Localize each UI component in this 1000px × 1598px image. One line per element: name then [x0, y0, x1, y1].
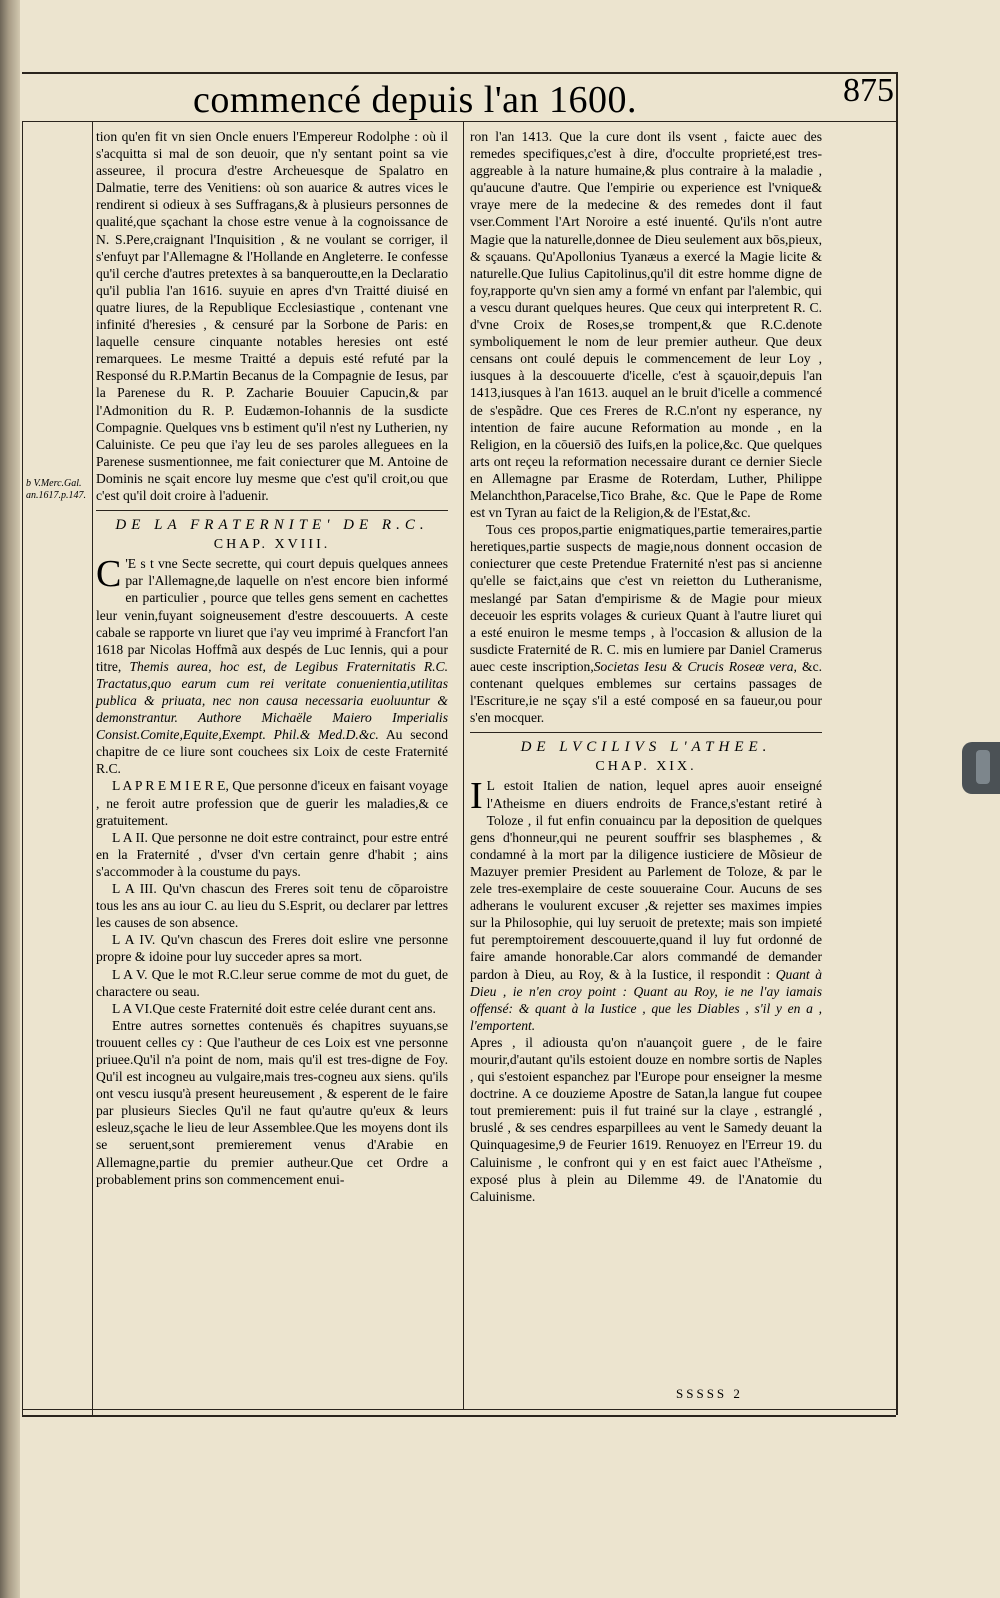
- paragraph-text: 'E s t vne Secte secrette, qui court depuis quelques annees par l'Allemagne,de laquelle on n'est encore bien informé en particulier , pource que telles gens sement en cachettes leur venin,fuyant soigneusement d'estre descouuerts. A ceste cabale se rapporte vn liuret que i'ay veu imprimé à Francfort l'an 1618 par Nicolas Hoffmã aux despés de Luc Iennis, qui a pour titre,: [96, 556, 448, 674]
- paragraph: [96, 555, 448, 777]
- section-title: DE LA FRATERNITE' DE R.C.: [115, 517, 429, 534]
- paragraph: Apres , il adiousta qu'on n'auançoit guere , de le faire mourir,d'autant qu'ils estoient douze en nombre sortis de Naples , qui s'estoient espanchez par l'Europe pour enseigner la mesme doctrine. A ce douzieme Apostre de Satan,la langue fut coupee tout premierement: puis il fut trainé sur la claye , estranglé , bruslé , & ses cendres esparpillees au vent le Samedy deuant la Quinquagesime,9 de Feurier 1619. Renuoyez en l'Erreur 19. du Caluinisme , le confront qui y en est faict auec l'Atheïsme , exposé plus à plein au Dilemme 49. de l'Anatomie du Caluinisme.: [470, 1034, 822, 1204]
- drop-capital: I: [470, 775, 483, 818]
- paragraph-text: &c. contenant quelques emblemes sur certains passages de l'Escriture,ie ne sçay s'il a esté composé en sa faueur,ou pour s'en mocquer.: [470, 658, 822, 726]
- frame-bottom-rule: [22, 1415, 896, 1417]
- page-number: 875: [843, 72, 894, 109]
- margin-note: b V.Merc.Gal. an.1617.p.147.: [26, 478, 86, 501]
- paragraph: [470, 521, 822, 726]
- frame-top-rule: [22, 72, 896, 74]
- frame-margin-rule: [92, 121, 93, 1415]
- drop-capital: C: [96, 553, 122, 596]
- paragraph-text: L estoit Italien de nation, lequel apres auoir enseigné l'Atheisme en diuers endroits de France,s'estant retiré à Toloze , il fut enfin conuaincu par la deposition de quelques gens d'honneur,qui ne peurent souffrir ses blasphemes , & condamné à la mort par la diligence iusticiere de Mõsieur de Mazuyer premier President au Parlement de Toloze, & par le zele tres-exemplaire de ceste souueraine Cour. Aucuns de ses adherans le voulurent excuser ,& rejetter ses maximes impies sur la Philosophie, qui luy seruoit de pretexte; mais son impieté fut peremptoirement descouuerte,quand il luy fut ordonné de faire amande honorable.Car alors commandé de demander pardon à Dieu, au Roy, & à la Iustice, il respondit :: [470, 778, 822, 982]
- law-item: L A P R E M I E R E, Que personne d'iceux en faisant voyage , ne feroit autre profession que de guerir les maladies,& ce gratuitement.: [96, 778, 448, 828]
- book-gutter: [0, 0, 22, 1598]
- law-item: L A IV. Qu'vn chascun des Freres doit eslire vne personne propre & idoine pour luy succeder apres sa mort.: [96, 932, 448, 965]
- paragraph: [470, 777, 822, 1033]
- book-title-italic: Societas Iesu & Crucis Roseæ vera,: [593, 658, 797, 674]
- paragraph-text: Au second chapitre de ce liure sont couchees six Loix de ceste Fraternité R.C.: [96, 727, 448, 777]
- law-item: L A III. Qu'vn chascun des Freres soit tenu de cōparoistre tous les ans au iour C. au lieu du S.Esprit, ou declarer par lettres les causes de son absence.: [96, 881, 448, 931]
- frame-left-rule: [22, 121, 23, 1415]
- frame-right-rule: [896, 72, 898, 1415]
- paragraph: ron l'an 1413. Que la cure dont ils vsent , faicte auec des remedes specifiques,c'est à dire, d'occulte proprieté,est tres-aggreable à la nature humaine,& plus contraire à la maladie , qu'aucune d'autre. Que l'empirie ou experience est l'vnique& vraye mere de la medecine & des remedes dont il faut vser.Comment l'Art Noroire a esté inuenté. Qu'ils n'ont autre Magie que la naturelle,donnee de Dieu seulement aux bōs,pieux, & sçauans. Qu'Apollonius Tyanæus a exercé la Magie licite & naturelle.Que Iulius Capitolinus,qu'il dit estre homme digne de foy,rapporte qu'vn sien amy a formé vn enfant par l'alembic, qui a vescu durant quelques heures. Que ceux qui interpretent R. C. d'vne Croix de Roses,se trompent,& que R.C.denote symboliquement le nom de leur premier autheur. Que deux censans ont coulé depuis le commencement de leur Loy , iusques à la descouuerte d'icelle, c'est à sçauoir,depuis l'an 1413,iusques à l'an 1613. auquel an le bruit d'icelle a commencé de s'espãdre. Que ces Freres de R.C.n'ont ny esperance, ny intention de faire aucune Reformation au monde , en la Religion, en la cōuersiō des Iuifs,en la police,&c. Que quelques arts ont reçeu la reformation necessaire durant ce dernier Siecle en Allemagne par Erasme de Roterdam, Luther, Philippe Melanchthon,Paracelse,Tico Brahe, &c. Que le Pape de Rome est vn Tyran au faict de la Religion,& de l'Estat,&c.: [470, 129, 822, 521]
- signature-mark: SSSSS 2: [676, 1386, 743, 1401]
- law-item: L A II. Que personne ne doit estre contrainct, pour estre entré en la Fraternité , d'vser d'vn certain genre d'habit ; ains s'accommoder à la coustume du pays.: [96, 829, 448, 879]
- right-column: [470, 128, 822, 1205]
- paragraph: tion qu'en fit vn sien Oncle enuers l'Empereur Rodolphe : où il s'acquitta si mal de son deuoir, que n'y sentant point sa vie asseuree, il procura d'estre Archeuesque de Spalatro en Dalmatie, terre des Venitiens: où son auarice & autres vices le rendirent si odieux à ses Suffragans,& à plusieurs personnes de qualité,que sçachant la chose estre venue à la cognoissance de N. S.Pere,craignant l'Inquisition , & ne voulant se corriger, il s'enfuyt par l'Allemagne & l'Hollande en Angleterre. Ie confesse qu'il cerche d'autres pretextes à sa banqueroutte,en la Declaratio qu'il publia l'an 1616. suyuie en apres d'vn Traitté diuisé en quatre liures, de la Republique Ecclesiastique , contenant vne infinité d'heresies , & censuré par la Sorbone de Paris: en laquelle censure cinquante notables heresies ont esté remarquees. Le mesme Traitté a depuis esté refuté par la Responsé du R.P.Martin Becanus de la Compagnie de Iesus, par la Parenese du R. P. Zacharie Bouuier Capucin,& par l'Admonition du R. P. Eudæmon-Iohannis de la susdicte Compagnie. Quelques vns b estiment qu'il n'est ny Lutherien, ny Caluiniste. Ce peu que i'ay leu de ses paroles alleguees en la Parenese susmentionnee, me fait coniecturer que M. Antoine de Dominis ne sçait encore luy mesme que c'est qu'il croit,ou que c'est qu'il doit croire à l'aduenir.: [96, 129, 448, 503]
- section-rule: [96, 510, 448, 511]
- book-title-italic: Themis aurea, hoc est, de Legibus Fraternitatis R.C. Tractatus,quo earum cum rei veritate conuenientia,utilitas publica & priuata, nec non causa necessaria euoluuntur & demonstrantur. Authore Michaële Maiero Imperialis Consist.Comite,Equite,Exempt. Phil.& Med.D.&c.: [96, 658, 448, 743]
- section-rule: [470, 732, 822, 733]
- chapter-heading: CHAP. XVIII.: [213, 537, 331, 553]
- frame-bottom-inner-rule: [22, 1409, 896, 1410]
- paragraph-text: Tous ces propos,partie enigmatiques,partie temeraires,partie heretiques,partie suspects de magie,nous donnent occasion de coniecturer que ceste Pretendue Fraternité n'est pas si ancienne qu'elle se faict,ains que c'est vn reietton du Lutheranisme, meslangé par Satan d'empirisme & de Magie pour mieux deceuoir les esprits volages & curieux Quant à l'autre liuret qui a esté enuiron le mesme temps , à l'occasion & allusion de la susdicte Fraternité de R. C. mis en lumiere par Daniel Cramerus auec ceste inscription,: [470, 522, 822, 674]
- bookmark-tab-clip: [976, 750, 990, 784]
- left-column: [96, 128, 448, 1188]
- section-title: DE LVCILIVS L'ATHEE.: [520, 739, 772, 756]
- running-title: commencé depuis l'an 1600.: [192, 79, 638, 121]
- column-divider: [463, 121, 464, 1409]
- paragraph: Entre autres sornettes contenuës és chapitres suyuans,se trouuent celles cy : Que l'autheur de ces Loix est vne personne priuee.Qu'il n'a point de nom, mais qu'il est tres-digne de Foy. Qu'il est incogneu au vulgaire,mais tres-cogneu aux siens. qu'ils ont vescu iusqu'à present heureusement , & esperent de le faire par plusieurs Siecles Qu'il ne faut qu'autre qu'eux & leurs esleuz,sçache le lieu de leur Assemblee.Que les moyens dont ils se seruent,sont premierement venus d'Arabie en Allemagne,partie du premier autheur.Que cet Ordre a probablement prins son commencement enui-: [96, 1017, 448, 1187]
- law-item: L A VI.Que ceste Fraternité doit estre celée durant cent ans.: [112, 1000, 436, 1016]
- quotation-italic: Quant à Dieu , ie n'en croy point : Quant au Roy, ie ne l'ay iamais offensé: & quant à la Iustice , que les Diables , s'il y en a , l'emportent.: [470, 966, 822, 1033]
- law-item: L A V. Que le mot R.C.leur serue comme de mot du guet, de charactere ou seau.: [96, 966, 448, 999]
- chapter-heading: CHAP. XIX.: [595, 759, 697, 775]
